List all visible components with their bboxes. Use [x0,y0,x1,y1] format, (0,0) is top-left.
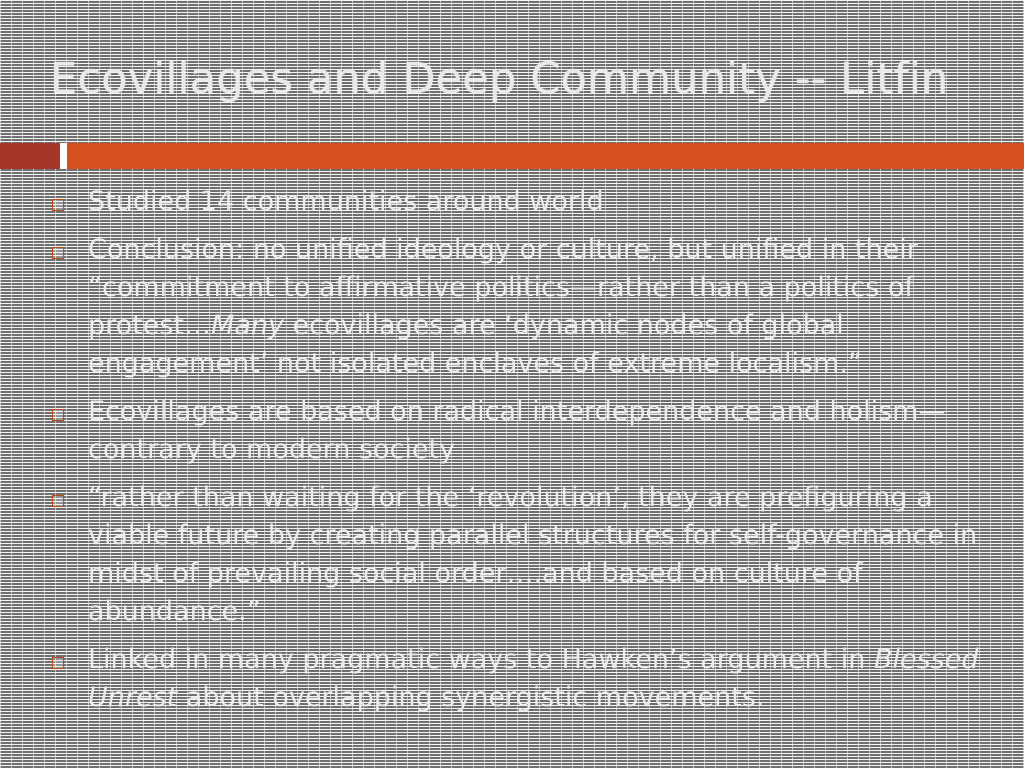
bullet-text-italic-segment: Blessed Unrest [88,644,979,713]
bullet-text-segment: Studied 14 communities around world [88,186,604,217]
bullet-item [50,479,980,631]
bullet-text [88,396,946,465]
title-accent-bar-orange [67,143,1024,169]
bullet-item [50,231,980,383]
bullet-text-segment: Ecovillages are based on radical interdependence and holism—contrary to modern society [88,396,946,465]
bullet-text-segment: Linked in many pragmatic ways to Hawken’s argument in [88,644,874,675]
square-bullet-icon [52,409,64,421]
bullet-text-segment: ecovillages are ‘dynamic nodes of global engagement’ not isolated enclaves of extreme localism.” [88,310,862,379]
slide-title: Ecovillages and Deep Community -- Litfin [50,54,949,104]
bullet-text [88,234,918,379]
square-bullet-icon [52,657,64,669]
square-bullet-icon [52,199,64,211]
bullet-item [50,183,980,221]
bullet-text-segment: about overlapping synergistic movements. [177,682,765,713]
title-accent-bar-dark [0,143,60,169]
square-bullet-icon [52,495,64,507]
bullet-text [88,644,979,713]
bullet-list [50,183,980,727]
bullet-item [50,641,980,717]
bullet-text [88,186,604,217]
bullet-text [88,482,977,627]
square-bullet-icon [52,247,64,259]
title-accent-bar-gap [60,143,67,169]
bullet-text-italic-segment: Many [211,310,284,341]
bullet-item [50,393,980,469]
bullet-text-segment: “rather than waiting for the ‘revolution’, they are prefiguring a viable future by creating parallel structures for self-governance in midst of prevailing social order….and based on culture of abundance.” [88,482,978,627]
bullet-text-segment: Conclusion: no unified ideology or culture, but unified in their “commitment to affirmative politics—rather than a politics of protest… [88,234,918,341]
